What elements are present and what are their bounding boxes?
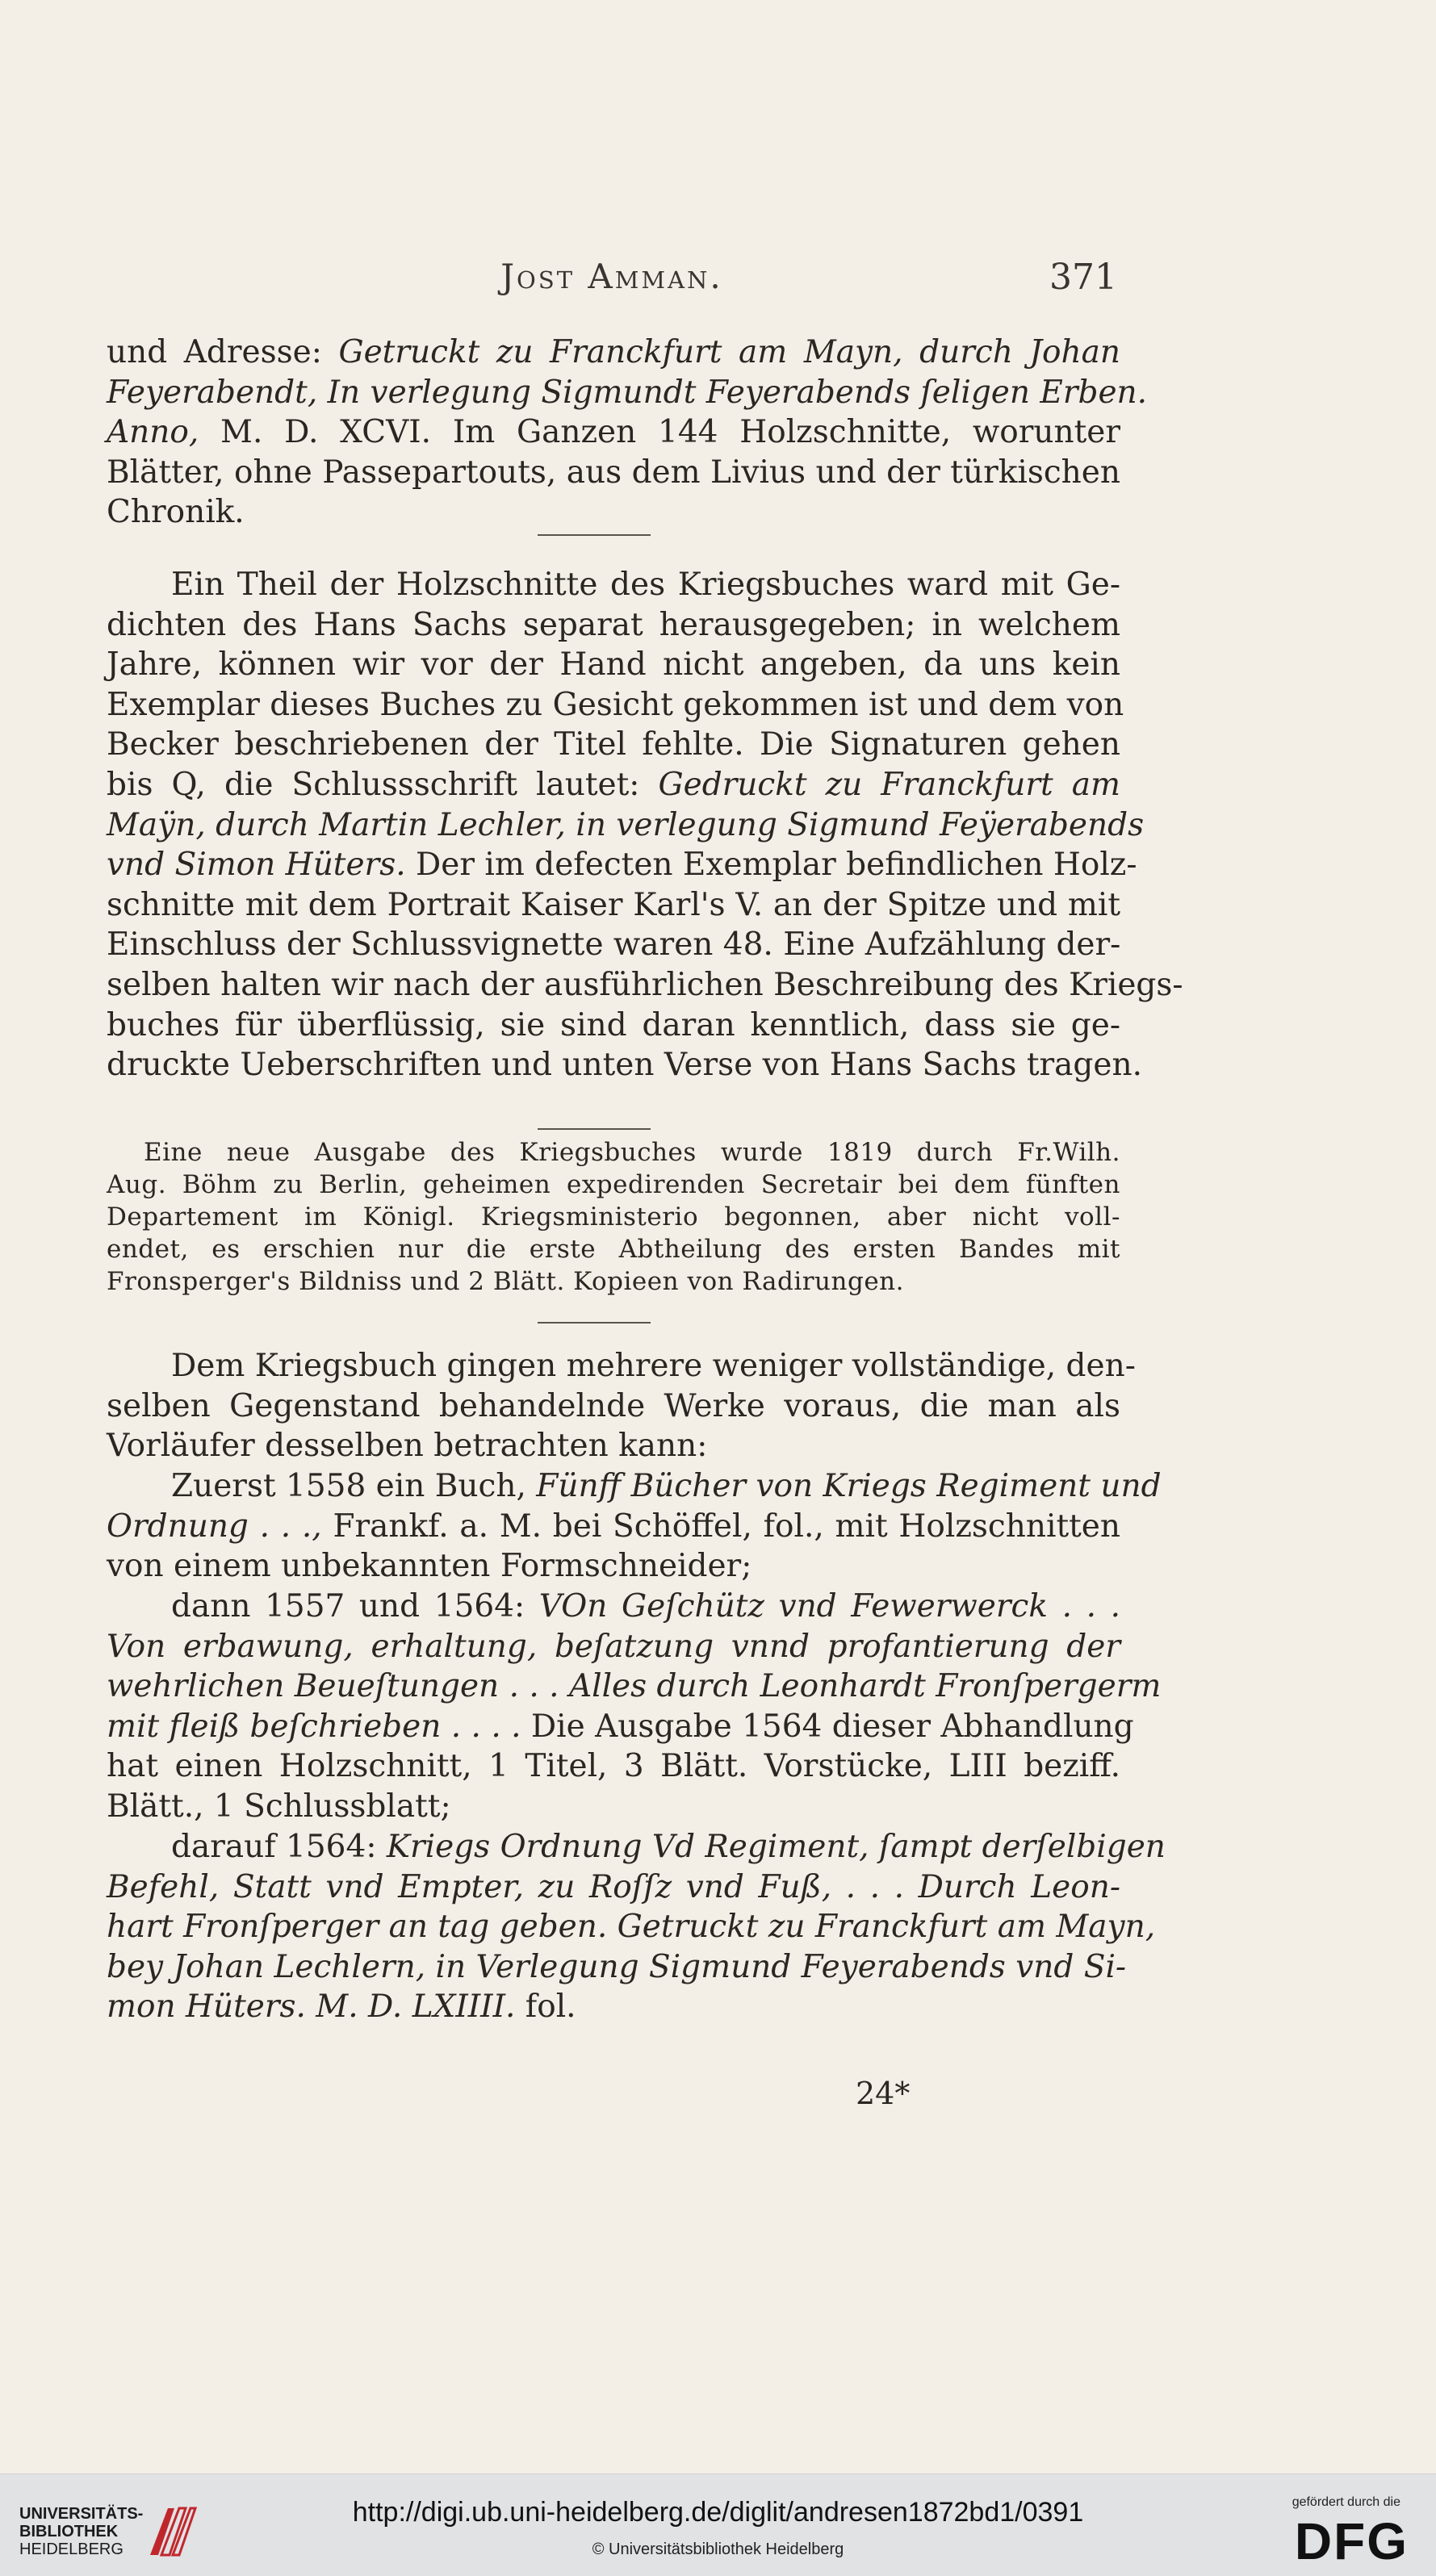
text-line: Vorläufer desselben betrachten kann: (107, 1428, 708, 1465)
text-line: Chronik. (107, 494, 245, 531)
text-line: Befehl, Statt vnd Empter, zu Roſſz vnd Fuß, . . . Durch Leon- (107, 1868, 1120, 1905)
text-line: schnitte mit dem Portrait Kaiser Karl's V. an der Spitze und mit (107, 886, 1120, 923)
text-line: Exemplar dieses Buches zu Gesicht gekommen ist und dem von (107, 686, 1124, 723)
text-line: Einschluss der Schlussvignette waren 48. Eine Aufzählung der- (107, 926, 1121, 964)
text-line: selben halten wir nach der ausführlichen Beschreibung des Kriegs- (107, 966, 1183, 1003)
page-number: 371 (1049, 257, 1117, 298)
text-line: vnd Simon Hüters. Der im defecten Exemplar befindlichen Holz- (107, 847, 1137, 884)
text-line: mon Hüters. M. D. LXIIII. fol. (107, 1988, 576, 2026)
running-header (107, 257, 1117, 305)
text-line: bey Johan Lechlern, in Verlegung Sigmund Feyerabends vnd Si- (107, 1948, 1127, 1985)
text-line: und Adresse: Getruckt zu Franckfurt am Mayn, durch Johan (107, 334, 1120, 370)
text-line: buches für überflüssig, sie sind daran kenntlich, dass sie ge- (107, 1006, 1120, 1043)
text-line: endet, es erschien nur die erste Abtheilung des ersten Bandes mit (107, 1235, 1120, 1264)
section-rule-2 (538, 1128, 651, 1130)
text-line: darauf 1564: Kriegs Ordnung Vd Regiment, ſampt derſelbigen (171, 1829, 1166, 1865)
library-name-line3: HEIDELBERG (19, 2540, 124, 2558)
section-rule-1 (538, 534, 651, 536)
signature-mark: 24* (856, 2076, 911, 2111)
paragraph-6 (107, 1827, 1166, 2027)
text-line: Aug. Böhm zu Berlin, geheimen expedirenden Secretair bei dem fünften (107, 1170, 1120, 1199)
paragraph-2 (107, 565, 1183, 1085)
dfg-logo: DFG (1294, 2512, 1409, 2570)
text-line: Eine neue Ausgabe des Kriegsbuches wurde 1819 durch Fr.Wilh. (144, 1138, 1120, 1167)
text-line: dann 1557 und 1564: VOn Geſchütz vnd Fewerwerck . . . (171, 1588, 1120, 1625)
text-line: druckte Ueberschriften und unten Verse von Hans Sachs tragen. (107, 1047, 1142, 1084)
text-line: Anno, M. D. XCVI. Im Ganzen 144 Holzschnitte, worunter (107, 414, 1120, 451)
footnote (107, 1136, 1120, 1298)
text-line: Blätt., 1 Schlussblatt; (107, 1788, 451, 1825)
library-name-line2: BIBLIOTHEK (19, 2523, 119, 2540)
copyright-notice: © Universitätsbibliothek Heidelberg (592, 2540, 844, 2558)
text-line: Departement im Königl. Kriegsministerio begonnen, aber nicht voll- (107, 1202, 1120, 1232)
text-line: Jahre, können wir vor der Hand nicht angeben, da uns kein (107, 646, 1120, 684)
permalink-url[interactable]: http://digi.ub.uni-heidelberg.de/diglit/andresen1872bd1/0391 (352, 2497, 1084, 2528)
text-line: Blätter, ohne Passepartouts, aus dem Livius und der türkischen (107, 454, 1120, 491)
text-line: hart Fronſperger an tag geben. Getruckt zu Franckfurt am Mayn, (107, 1909, 1156, 1946)
text-line: selben Gegenstand behandelnde Werke voraus, die man als (107, 1387, 1120, 1424)
text-line: Fronsperger's Bildniss und 2 Blätt. Kopieen von Radirungen. (107, 1267, 904, 1296)
section-rule-3 (538, 1322, 651, 1324)
running-title: Jost Amman. (500, 257, 723, 296)
funding-note: gefördert durch die (1292, 2495, 1400, 2509)
paragraph-5 (107, 1587, 1162, 1827)
text-line: Dem Kriegsbuch gingen mehrere weniger vollständige, den- (171, 1348, 1136, 1384)
text-line: wehrlichen Beueſtungen . . . Alles durch Leonhardt Fronſpergerm (107, 1668, 1162, 1705)
footer-bar (0, 2474, 1436, 2576)
text-line: Von erbawung, erhaltung, beſatzung vnnd profantierung der (107, 1628, 1120, 1665)
text-line: Zuerst 1558 ein Buch, Fünff Bücher von Kriegs Regiment und (171, 1468, 1162, 1504)
text-line: Feyerabendt, In verlegung Sigmundt Feyerabends ſeligen Erben. (107, 374, 1148, 411)
text-line: dichten des Hans Sachs separat herausgegeben; in welchem (107, 606, 1120, 643)
text-line: Becker beschriebenen der Titel fehlte. Die Signaturen gehen (107, 726, 1120, 763)
paragraph-3 (107, 1346, 1136, 1466)
library-name-line1: UNIVERSITÄTS- (19, 2505, 144, 2523)
text-line: Ordnung . . ., Frankf. a. M. bei Schöffel, fol., mit Holzschnitten (107, 1508, 1120, 1545)
text-line: Maÿn, durch Martin Lechler, in verlegung Sigmund Feÿerabends (107, 806, 1145, 843)
text-line: Ein Theil der Holzschnitte des Kriegsbuches ward mit Ge- (171, 567, 1120, 603)
paragraph-4 (107, 1466, 1162, 1587)
text-line: mit fleiß beſchrieben . . . . Die Ausgabe 1564 dieser Abhandlung (107, 1708, 1134, 1745)
text-line: von einem unbekannten Formschneider; (107, 1548, 752, 1585)
text-line: bis Q, die Schlussschrift lautet: Gedruckt zu Franckfurt am (107, 766, 1120, 803)
paragraph-1 (107, 332, 1148, 533)
text-line: hat einen Holzschnitt, 1 Titel, 3 Blätt. Vorstücke, LIII beziff. (107, 1748, 1120, 1785)
